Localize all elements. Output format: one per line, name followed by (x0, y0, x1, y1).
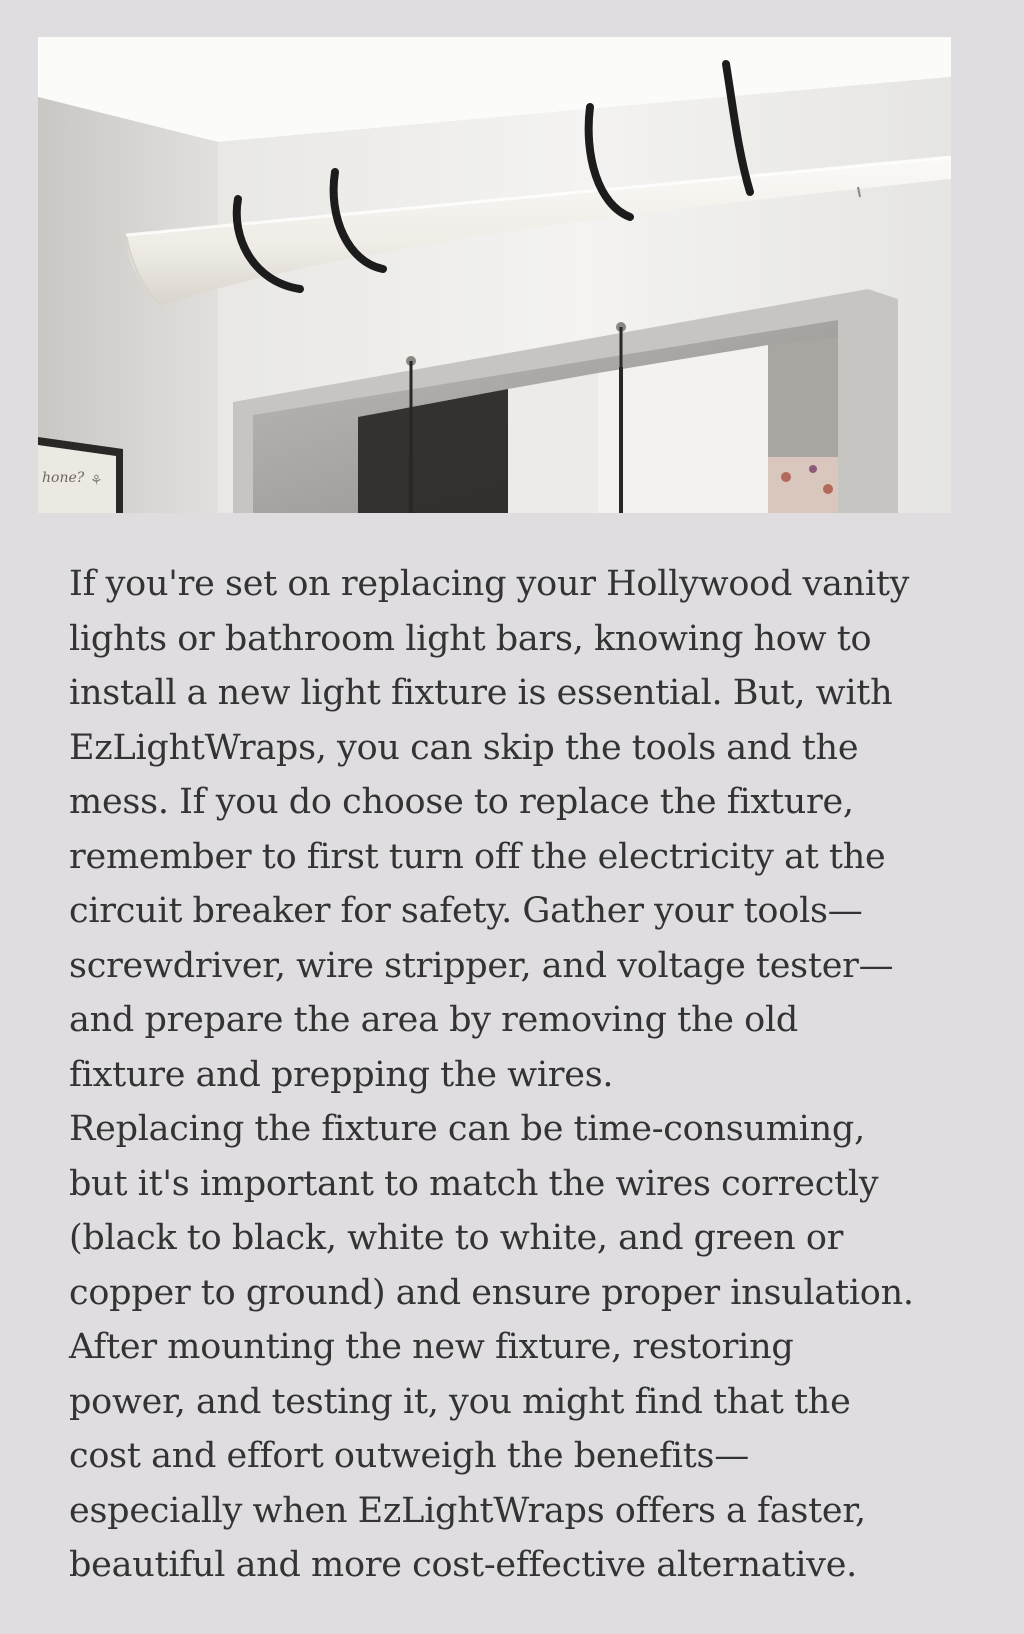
svg-text:⚘: ⚘ (90, 473, 103, 489)
wall-sign (38, 437, 123, 513)
wall-sign-text: hone? (42, 470, 85, 486)
article-paragraph: If you're set on replacing your Hollywood vanity lights or bathroom light bars, knowing how to install a new light fixture is essential. But, with EzLightWraps, you can skip the tools and the mess. If you do choose to replace the fixture, remember to first turn off the electricity at the circuit breaker for safety. Gather your tools— screwdriver, wire stripper, and voltage tester— and prepare the area by removing the old fixture and prepping the wires. (69, 564, 910, 1095)
article-body (69, 557, 969, 1593)
vanity-light-photo (38, 37, 951, 513)
hero-image (38, 37, 951, 513)
article-paragraph: Replacing the fixture can be time-consuming, but it's important to match the wires correctly (black to black, white to white, and green or copper to ground) and ensure proper insulation. After mounting the new fixture, restoring power, and testing it, you might find that the cost and effort outweigh the benefits— especially when EzLightWraps offers a faster, beautiful and more cost-effective alternative. (69, 1109, 914, 1585)
